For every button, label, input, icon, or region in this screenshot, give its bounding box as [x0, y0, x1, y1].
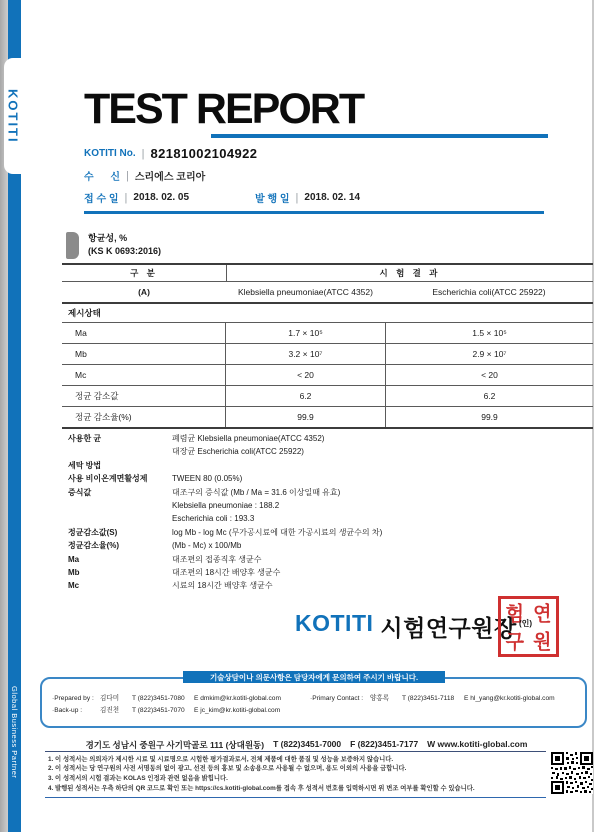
table-row	[62, 365, 593, 386]
contact-role: ·Prepared by :	[52, 695, 94, 702]
separator: |	[141, 147, 145, 160]
issued-date-label: 발 행 일	[255, 194, 290, 205]
detail-row	[68, 472, 573, 485]
row-value-1: 6.2	[226, 386, 386, 406]
company-web: W www.kotiti-global.com	[427, 739, 528, 749]
detail-row	[68, 486, 573, 499]
detail-label: 증식값	[68, 487, 92, 497]
brand-tagline	[8, 672, 21, 792]
issued-date-value: 2018. 02. 14	[304, 192, 361, 203]
detail-label	[68, 445, 172, 458]
detail-value: 폐렴균 Klebsiella pneumoniae(ATCC 4352)	[172, 434, 325, 443]
detail-label	[68, 499, 172, 512]
signature-title: 시험연구원장	[380, 615, 517, 641]
row-value-1: 3.2 × 10⁷	[226, 344, 386, 364]
state-label: 제시상태	[68, 308, 101, 318]
contact-backup	[52, 704, 280, 714]
row-value-2: < 20	[481, 370, 498, 380]
detail-value: 대조편의 18시간 배양후 생균수	[172, 568, 281, 578]
test-name: 항균성, %	[88, 233, 128, 243]
detail-row	[68, 459, 573, 472]
report-number-label: KOTITI No.	[84, 148, 136, 159]
detail-row	[68, 499, 573, 512]
received-date-row	[84, 190, 189, 205]
company-fax: F (822)3451-7177	[350, 739, 419, 749]
report-title-test: TEST	[84, 85, 186, 133]
separator: |	[126, 169, 129, 182]
detail-label: 정균감소율(%)	[68, 541, 120, 551]
organism-1: Klebsiella pneumoniae(ATCC 4352)	[238, 287, 373, 297]
contact-email: E hl_yang@kr.kotiti-global.com	[464, 695, 555, 702]
contact-prepared-by	[52, 692, 281, 702]
contact-role: ·Back-up :	[52, 707, 83, 714]
table-header-row	[62, 265, 593, 282]
qr-code	[551, 752, 593, 794]
received-date-value: 2018. 02. 05	[133, 192, 190, 203]
detail-row	[68, 445, 573, 458]
qr-code-graphic	[551, 752, 593, 794]
test-standard: (KS K 0693:2016)	[88, 246, 162, 256]
seal-center-mark: (인)	[519, 619, 533, 628]
title-underline	[211, 134, 548, 138]
contact-tel: T (822)3451-7080	[132, 695, 185, 702]
detail-row	[68, 539, 573, 552]
detail-row	[68, 553, 573, 566]
detail-row	[68, 566, 573, 579]
signature-line	[295, 610, 517, 643]
test-details	[68, 432, 573, 593]
row-value-2: 2.9 × 10⁷	[472, 349, 507, 359]
legal-note: 2. 이 성적서는 당 연구원의 사전 서명동의 없이 광고, 선전 등의 홍보 및 소송용으로 사용될 수 없으며, 용도 이외의 사용을 금합니다.	[48, 765, 407, 773]
row-value-1: 99.9	[226, 407, 386, 427]
table-row	[62, 323, 593, 344]
detail-value: TWEEN 80 (0.05%)	[172, 474, 243, 484]
contact-tel: T (822)3451-7118	[402, 695, 455, 702]
seal-char: 연	[533, 602, 552, 626]
recipient-value: 스리에스 코리아	[134, 172, 206, 183]
table-row	[62, 407, 593, 427]
header-divider	[84, 211, 544, 214]
contact-primary	[310, 692, 555, 702]
contact-notice-banner: 기술상담이나 의문사항은 담당자에게 문의하여 주시기 바랍니다.	[183, 671, 445, 683]
detail-label: 세탁 방법	[68, 460, 102, 470]
detail-value: 시료의 18시간 배양후 생균수	[172, 581, 273, 591]
contact-box	[40, 677, 587, 728]
detail-value: log Mb - log Mc (무가공시료에 대한 가공시료의 생균수의 차)	[172, 527, 383, 537]
contact-role: ·Primary Contact :	[310, 695, 364, 702]
row-value-2: 1.5 × 10⁵	[472, 328, 507, 338]
signature-org: KOTITI	[295, 610, 374, 636]
table-row	[62, 386, 593, 407]
row-value-1: 1.7 × 10⁵	[226, 323, 386, 343]
column-header-result: 시 험 결 과	[379, 268, 441, 278]
row-label: 정균 감소값	[62, 386, 226, 406]
detail-row	[68, 526, 573, 539]
detail-value: 대조구의 증식값 (Mb / Ma = 31.6 이상일때 유효)	[172, 487, 341, 497]
detail-value: Klebsiella pneumoniae : 188.2	[172, 501, 280, 511]
seal-char: 원	[533, 630, 552, 654]
report-number-value: 82181002104922	[150, 146, 258, 161]
seal-char: 구	[505, 630, 524, 654]
report-title	[84, 85, 364, 133]
kotiti-logo-tab	[4, 58, 22, 174]
company-tel: T (822)3451-7000	[273, 739, 342, 749]
result-table	[62, 263, 593, 429]
detail-row	[68, 512, 573, 525]
detail-label: Ma	[68, 554, 80, 564]
report-title-report: REPORT	[195, 85, 364, 133]
detail-label: 정균감소값(S)	[68, 527, 118, 537]
column-header-class: 구 분	[62, 265, 227, 281]
row-value-1: < 20	[226, 365, 386, 385]
row-label: Ma	[62, 323, 226, 343]
row-label: Mc	[62, 365, 226, 385]
received-date-label: 접 수 일	[84, 194, 119, 205]
detail-value	[172, 459, 573, 472]
kotiti-logo: KOTITI	[5, 88, 21, 144]
row-label: Mb	[62, 344, 226, 364]
detail-label: Mb	[68, 568, 80, 578]
detail-row	[68, 579, 573, 592]
contact-email: E dmkim@kr.kotiti-global.com	[194, 695, 281, 702]
legal-note: 3. 이 성적서의 시험 결과는 KOLAS 인정과 관련 없음을 밝힙니다.	[48, 775, 228, 783]
contact-name: 김진천	[100, 707, 120, 714]
contact-email: E jc_kim@kr.kotiti-global.com	[194, 707, 281, 714]
legal-notes	[45, 751, 546, 798]
contact-name: 김다미	[100, 695, 120, 702]
detail-value: (Mb - Mc) x 100/Mb	[172, 541, 242, 551]
organism-row	[62, 282, 593, 304]
seal-char: 험	[505, 602, 524, 626]
detail-value: Escherichia coli : 193.3	[172, 514, 255, 524]
detail-row	[68, 432, 573, 445]
detail-label: 사용 비이온계면활성제	[68, 474, 148, 484]
detail-label: Mc	[68, 581, 80, 591]
recipient-label: 수 신	[84, 172, 120, 183]
state-row	[62, 304, 593, 323]
section-marker	[66, 232, 79, 259]
row-value-2: 6.2	[483, 391, 496, 401]
issued-date-row	[255, 190, 360, 205]
detail-label	[68, 512, 172, 525]
report-number-row	[84, 146, 257, 161]
legal-note: 1. 이 성적서는 의뢰자가 제시한 시료 및 시료명으로 시험한 평가결과로서, 전체 제품에 대한 품질 및 성능을 보증하지 않습니다.	[48, 755, 394, 763]
sample-id: (A)	[138, 287, 150, 297]
detail-value: 대장균 Escherichia coli(ATCC 25922)	[172, 447, 304, 457]
company-address-row	[21, 739, 592, 751]
detail-label: 사용한 균	[68, 434, 102, 443]
table-row	[62, 344, 593, 365]
section-heading	[88, 232, 161, 258]
brand-tagline-text: Global Business Partner	[10, 685, 19, 779]
company-address: 경기도 성남시 중원구 사기막골로 111 (상대원동)	[85, 740, 265, 750]
legal-note: 4. 발행된 성적서는 우측 하단의 QR 코드로 확인 또는 https://cs.kotiti-global.com를 접속 후 성적서 번호를 입력하시면 위 변조 여부를 확인할 수 있습니다.	[48, 784, 475, 792]
row-value-2: 99.9	[481, 412, 498, 422]
contact-name: 양홍록	[370, 695, 390, 702]
detail-value: 대조편의 접종직후 생균수	[172, 554, 262, 564]
separator: |	[124, 191, 128, 204]
organism-2: Escherichia coli(ATCC 25922)	[432, 287, 546, 297]
contact-tel: T (822)3451-7070	[132, 707, 185, 714]
recipient-row	[84, 168, 205, 183]
row-label: 정균 감소율(%)	[62, 407, 226, 427]
separator: |	[295, 191, 299, 204]
